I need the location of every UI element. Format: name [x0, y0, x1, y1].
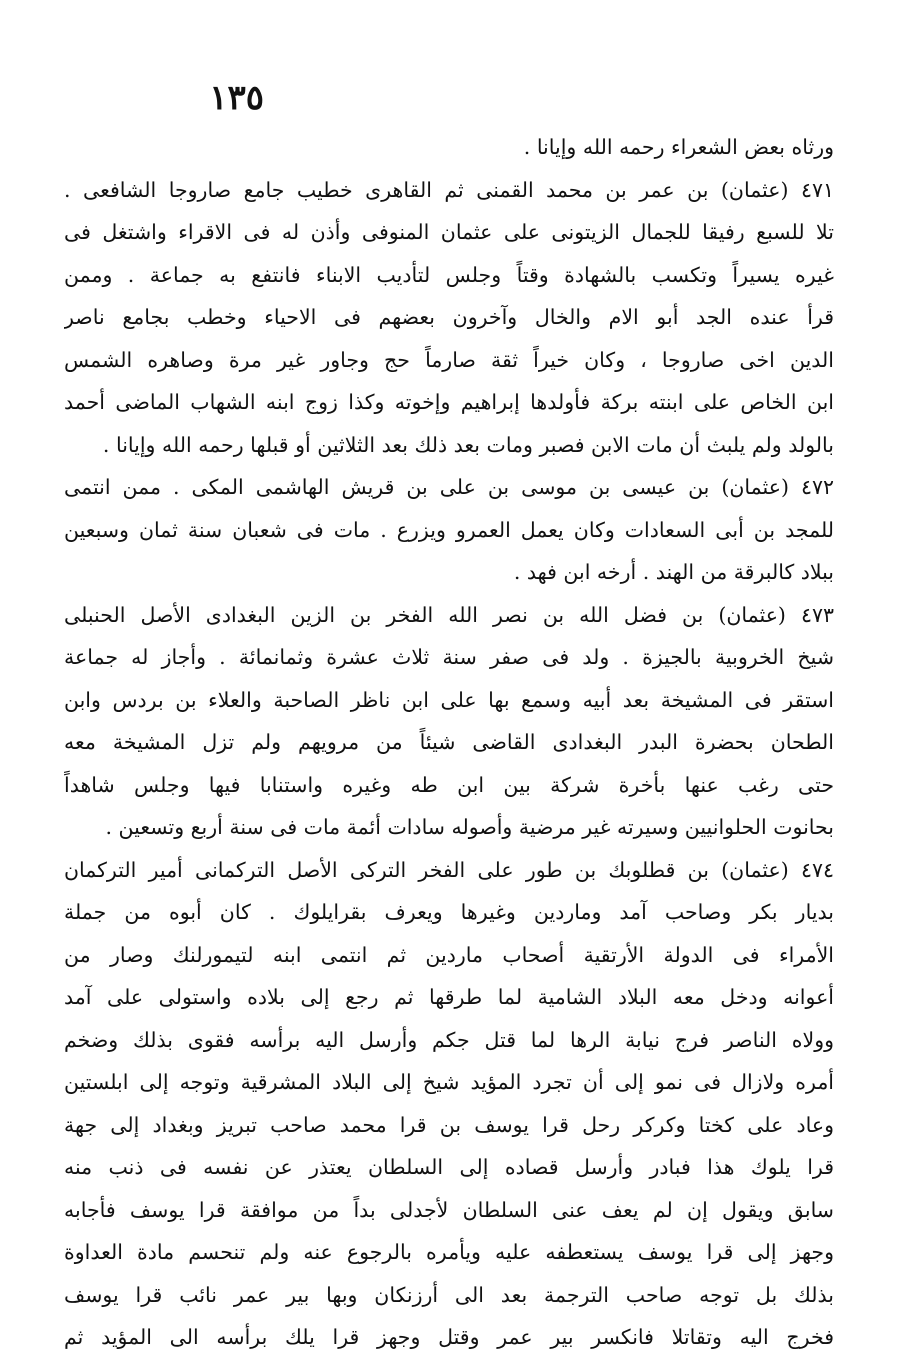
page-number: ١٣٥: [209, 78, 264, 118]
text-line: بديار بكر وصاحب آمد وماردين وغيرها ويعرف بقرايلوك . كان أبوه من جملة: [64, 900, 834, 924]
text-line: شيخ الخروبية بالجيزة . ولد فى صفر سنة ثلاث عشرة وثمانمائة . وأجاز له جماعة: [64, 645, 834, 669]
text-line: بالولد ولم يلبث أن مات الابن فصبر ومات بعد ذلك بعد الثلاثين أو قبلها رحمه الله وإيانا .: [102, 432, 834, 457]
text-line: غيره يسيراً وتكسب بالشهادة وقتاً وجلس لتأديب الابناء فانتفع به جماعة . وممن: [64, 262, 834, 287]
text-line: ٤٧١ (عثمان) بن عمر بن محمد القمنى ثم القاهرى خطيب جامع صاروجا الشافعى .: [64, 177, 834, 202]
text-line: الطحان بحضرة البدر البغدادى القاضى شيئاً من مرويهم ولم تزل المشيخة معه: [64, 730, 834, 754]
text-line: أعوانه ودخل معه البلاد الشامية لما طرقها ثم رجع إلى بلاده واستولى على آمد: [64, 985, 834, 1009]
text-line: سابق ويقول إن لم يعف عنى السلطان لأجدلى بداً من موافقة قرا يوسف فأجابه: [64, 1197, 834, 1222]
text-line: بذلك بل توجه صاحب الترجمة بعد الى أرزنكان وبها بير عمر نائب قرا يوسف: [64, 1282, 834, 1307]
text-line: وولاه الناصر فرج نيابة الرها لما قتل جكم وأرسل اليه برأسه فقوى بذلك وضخم: [64, 1027, 834, 1052]
text-line: ورثاه بعض الشعراء رحمه الله وإيانا .: [523, 135, 834, 159]
text-body: [64, 126, 834, 1359]
text-line: ٤٧٢ (عثمان) بن عيسى بن موسى بن على بن قريش الهاشمى المكى . ممن انتمى: [64, 475, 834, 499]
text-line: حتى رغب عنها بأخرة شركة بين ابن طه وغيره واستنابا فيها وجلس شاهداً: [64, 772, 834, 797]
text-line: بحانوت الحلوانيين وسيرته غير مرضية وأصوله سادات أئمة مات فى سنة أربع وتسعين .: [105, 815, 834, 839]
text-line: استقر فى المشيخة بعد أبيه وسمع بها على ابن ناظر الصاحبة والعلاء بن بردس وابن: [64, 687, 834, 712]
text-line: ببلاد كالبرقة من الهند . أرخه ابن فهد .: [513, 560, 834, 584]
text-line: الدين اخى صاروجا ، وكان خيراً ثقة صارماً حج وجاور غير مرة وصاهره الشمس: [64, 347, 834, 372]
text-line: قرأ عنده الجد أبو الام والخال وآخرون بعضهم فى الاحياء وخطب بجامع ناصر: [64, 305, 834, 329]
text-line: ٤٧٤ (عثمان) بن قطلوبك بن طور على الفخر التركى الأصل التركمانى أمير التركمان: [64, 857, 834, 882]
text-line: ٤٧٣ (عثمان) بن فضل الله بن نصر الله الفخر بن الزين البغدادى الأصل الحنبلى: [64, 602, 834, 627]
text-line: ابن الخاص على ابنته بركة فأولدها إبراهيم وإخوته وكذا زوج ابنه الشهاب الماضى أحمد: [64, 390, 834, 414]
text-line: تلا للسبع رفيقا للجمال الزيتونى على عثمان المنوفى وأذن له فى الاقراء واشتغل فى: [64, 220, 834, 244]
text-line: أمره ولازال فى نمو إلى أن تجرد المؤيد شيخ إلى البلاد المشرقية وتوجه إلى ابلستين: [64, 1070, 834, 1094]
text-line: فخرج اليه وتقاتلا فانكسر بير عمر وقتل وجهز قرا يلك برأسه الى المؤيد ثم: [64, 1325, 834, 1349]
text-line: قرا يلوك هذا فبادر وأرسل قصاده إلى السلطان يعتذر عن نفسه فى ذنب منه: [64, 1155, 834, 1179]
text-line: وجهز إلى قرا يوسف يستعطفه عليه ويأمره بالرجوع عنه ولم تنحسم مادة العداوة: [64, 1240, 834, 1264]
text-line: للمجد بن أبى السعادات وكان يعمل العمرو ويزرع . مات فى شعبان سنة ثمان وسبعين: [64, 517, 834, 542]
text-line: وعاد على كختا وكركر رحل قرا يوسف بن قرا محمد صاحب تبريز وبغداد إلى جهة: [64, 1112, 834, 1137]
text-line: الأمراء فى الدولة الأرتقية أصحاب ماردين ثم انتمى ابنه لتيمورلنك وصار من: [64, 942, 834, 967]
